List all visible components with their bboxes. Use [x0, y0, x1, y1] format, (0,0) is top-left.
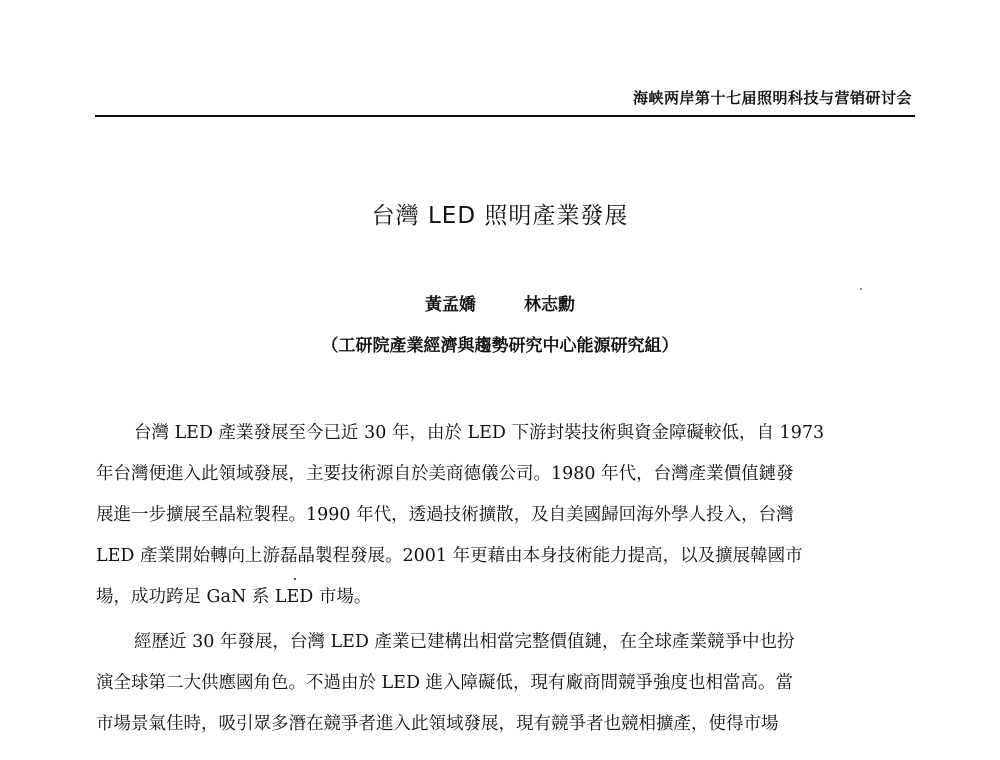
body-line: 場，成功跨足 GaN 系 LED 市場。 [96, 587, 372, 607]
author-list [0, 290, 1000, 315]
body-line: 經歷近 30 年發展，台灣 LED 產業已建構出相當完整價值鏈，在全球產業競爭中也扮 [134, 632, 795, 652]
author-affiliation: （工研院產業經濟與趨勢研究中心能源研究組） [321, 336, 679, 356]
scan-speck [294, 578, 296, 580]
body-line: 年台灣便進入此領域發展，主要技術源自於美商德儀公司。1980 年代，台灣產業價值鏈發 [96, 464, 794, 484]
running-header: 海峡两岸第十七届照明科技与营销研讨会 [632, 89, 912, 107]
author-name: 林志勳 [524, 295, 575, 315]
paper-title: 台灣 LED 照明產業發展 [371, 203, 629, 229]
scan-speck [860, 288, 862, 290]
body-line: 台灣 LED 產業發展至今已近 30 年，由於 LED 下游封裝技術與資金障礙較低，自 1973 [134, 423, 825, 443]
author-name: 黃孟嬌 [425, 295, 476, 315]
body-line: 展進一步擴展至晶粒製程。1990 年代，透過技術擴散，及自美國歸回海外學人投入，台灣 [96, 505, 794, 525]
header-rule [95, 115, 915, 117]
body-line: 市場景氣佳時，吸引眾多潛在競爭者進入此領域發展，現有競爭者也競相擴產，使得市場 [96, 714, 779, 734]
body-line: 演全球第二大供應國角色。不過由於 LED 進入障礙低，現有廠商間競爭強度也相當高。當 [96, 673, 794, 693]
body-line: LED 產業開始轉向上游磊晶製程發展。2001 年更藉由本身技術能力提高，以及擴展韓國市 [96, 546, 803, 566]
